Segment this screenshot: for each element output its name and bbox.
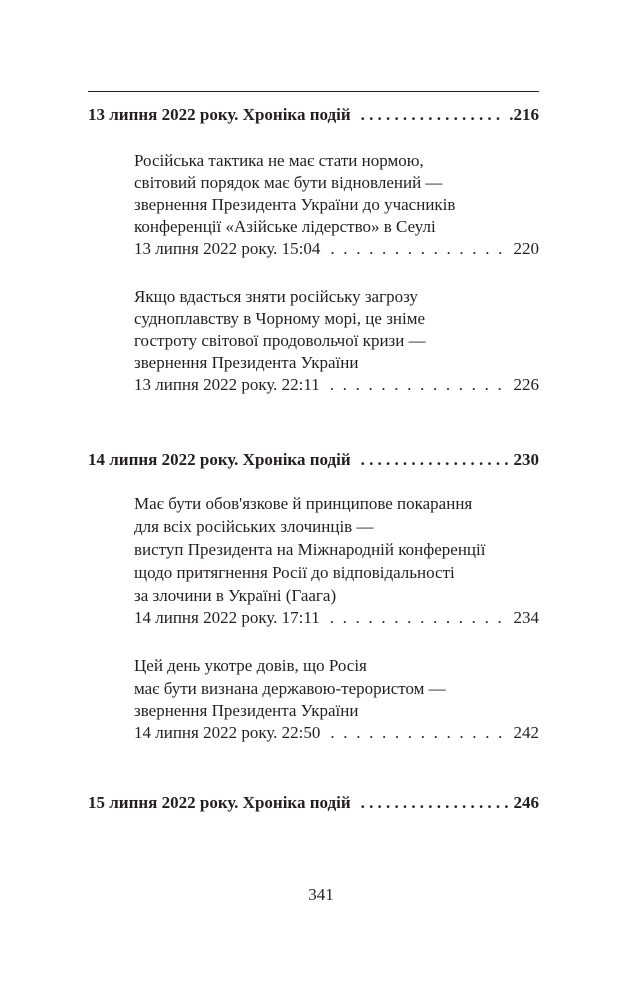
- dot-leader: [361, 449, 510, 471]
- entry-title-line: звернення Президента України: [134, 701, 359, 720]
- entry-title-line: Якщо вдасться зняти російську загрозу: [134, 287, 418, 306]
- dot-leader: [361, 104, 506, 126]
- entry-date-row: [134, 607, 539, 629]
- entry-title-line: щодо притягнення Росії до відповідальності: [134, 563, 455, 582]
- chronicle-label: 15 липня 2022 року. Хроніка подій: [88, 793, 351, 812]
- entry-date-row: [134, 238, 539, 260]
- entry-title-line: Цей день укотре довів, що Росія: [134, 656, 367, 675]
- toc-chronicle-heading[interactable]: [88, 104, 539, 126]
- entry-title-line: конференції «Азійське лідерство» в Сеулі: [134, 217, 436, 236]
- chronicle-label: 13 липня 2022 року. Хроніка подій: [88, 105, 351, 124]
- entry-title-line: Російська тактика не має стати нормою,: [134, 151, 424, 170]
- entry-title-line: для всіх російських злочинців —: [134, 517, 374, 536]
- page-number: 341: [308, 885, 334, 904]
- entry-title-line: звернення Президента України до учасників: [134, 195, 456, 214]
- entry-title-line: виступ Президента на Міжнародній конференції: [134, 540, 486, 559]
- dot-leader: [330, 238, 509, 260]
- entry-title-line: судноплавству в Чорному морі, це зніме: [134, 309, 426, 328]
- entry-title-line: має бути визнана державою-терористом —: [134, 679, 446, 698]
- entry-title-line: звернення Президента України: [134, 353, 359, 372]
- dot-leader: [330, 374, 510, 396]
- entry-page: 226: [513, 375, 539, 394]
- chronicle-page: .216: [509, 105, 539, 124]
- entry-page: 234: [513, 608, 539, 627]
- entry-title-line: світовий порядок має бути відновлений —: [134, 173, 443, 192]
- dot-leader: [330, 722, 509, 744]
- entry-date: 13 липня 2022 року. 15:04: [134, 239, 321, 258]
- entry-page: 220: [513, 239, 539, 258]
- dot-leader: [330, 607, 510, 629]
- chronicle-page: 246: [513, 793, 539, 812]
- toc-chronicle-heading[interactable]: [88, 449, 539, 471]
- chronicle-label: 14 липня 2022 року. Хроніка подій: [88, 450, 351, 469]
- entry-date-row: [134, 722, 539, 744]
- entry-title-line: Має бути обов'язкове й принципове покарання: [134, 494, 473, 513]
- entry-date: 14 липня 2022 року. 17:11: [134, 608, 320, 627]
- chronicle-page: 230: [513, 450, 539, 469]
- top-rule: [88, 91, 539, 92]
- entry-date: 14 липня 2022 року. 22:50: [134, 723, 321, 742]
- dot-leader: [361, 792, 510, 814]
- toc-chronicle-heading[interactable]: [88, 792, 539, 814]
- entry-date: 13 липня 2022 року. 22:11: [134, 375, 320, 394]
- entry-title-line: за злочини в Україні (Гаага): [134, 586, 337, 605]
- entry-page: 242: [513, 723, 539, 742]
- entry-title-line: гостроту світової продовольчої кризи —: [134, 331, 426, 350]
- entry-date-row: [134, 374, 539, 396]
